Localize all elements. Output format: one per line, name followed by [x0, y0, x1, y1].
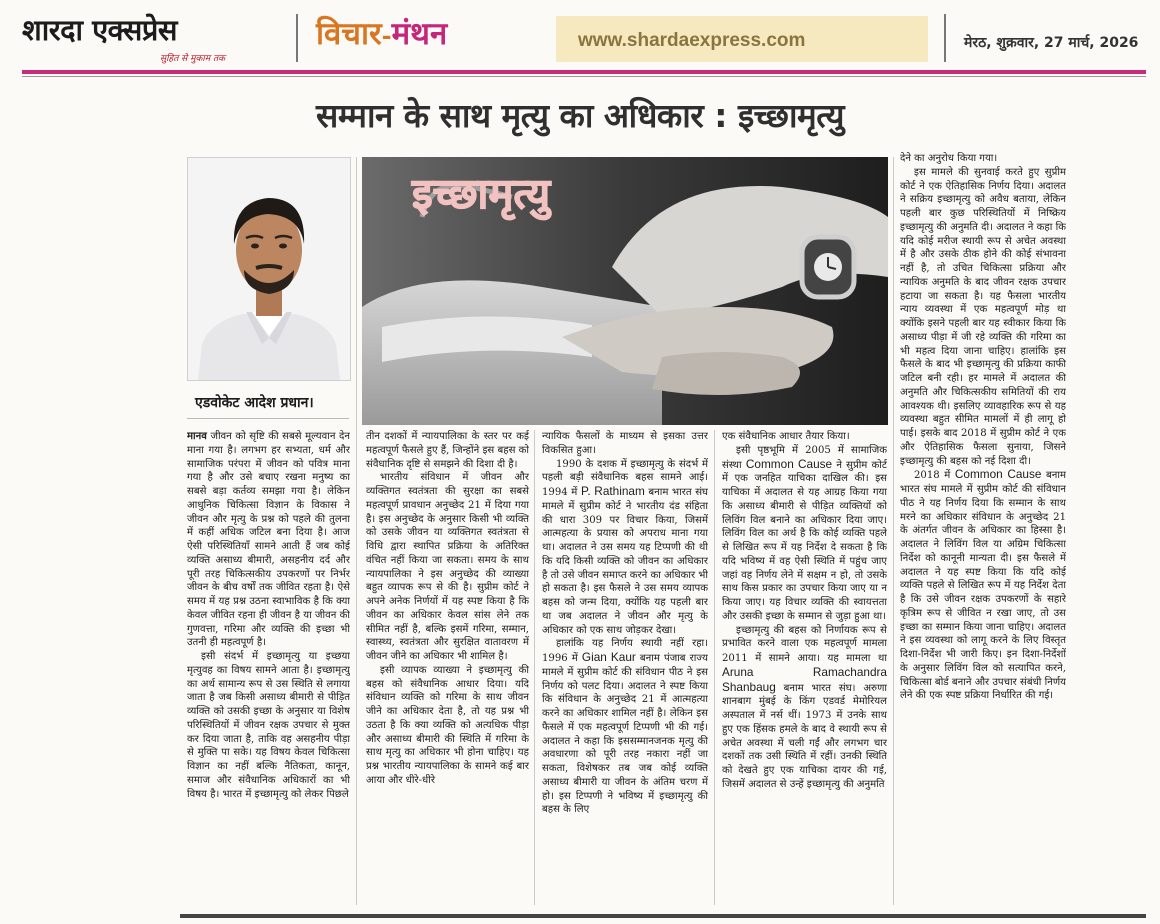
- column-rule: [356, 157, 357, 905]
- article-column-3: [542, 430, 708, 908]
- page-bottom-rule: [180, 914, 1146, 918]
- paragraph: [722, 444, 887, 624]
- author-byline: एडवोकेट आदेश प्रधान।: [195, 395, 314, 411]
- masthead-divider-2: [944, 14, 946, 62]
- paragraph-text: हालांकि यह निर्णय स्थायी नहीं रहा। 1996 में: [542, 638, 708, 664]
- article-column-1: [187, 430, 350, 908]
- paragraph-text: इसी पृष्ठभूमि में 2005 में सामाजिक संस्था: [722, 444, 887, 471]
- paragraph: इस मामले की सुनवाई करते हुए सुप्रीम कोर्ट ने एक ऐतिहासिक निर्णय दिया। अदालत ने सक्रिय इच्छामृत्यु को अवैध बताया, लेकिन पहली बार कुछ परिस्थितियों में निष्क्रिय इच्छामृत्यु की अनुमति दी। अदालत ने कहा कि यदि कोई मरीज स्थायी रूप से अचेत अवस्था में है और उसके ठीक होने की कोई संभावना नहीं है, तो उचित चिकित्सा प्रक्रिया और न्यायिक अनुमति के बाद जीवन रक्षक उपचार हटाया जा सकता है। यह फैसला भारतीय न्याय व्यवस्था में एक महत्वपूर्ण मोड़ था क्योंकि इसने पहली बार यह स्वीकार किया कि असाध्य पीड़ा में जी रहे व्यक्ति की गरिमा का भी महत्व दिया जाना चाहिए। हालांकि इस फैसले के बाद भी इच्छामृत्यु की प्रक्रिया काफी जटिल बनी रही। हर मामले में अदालत की अनुमति और चिकित्सकीय समितियों की राय आवश्यक थी। इसलिए व्यावहारिक रूप से यह व्यवस्था बहुत सीमित मामलों में ही लागू हो पाई। इसके बाद 2018 में सुप्रीम कोर्ट ने एक और ऐतिहासिक फैसला सुनाया, जिसने इच्छामृत्यु की बहस को नई दिशा दी।: [900, 166, 1066, 467]
- paragraph: एक संवैधानिक आधार तैयार किया।: [722, 431, 850, 442]
- paragraph: देने का अनुरोध किया गया।: [900, 153, 998, 164]
- paragraph: [542, 458, 708, 638]
- case-name: Gian Kaur: [577, 650, 636, 664]
- paragraph-text: जीवन को सृष्टि की सबसे मूल्यवान देन माना गया है। लगभग हर सभ्यता, धर्म और सामाजिक परंपरा में जीवन को पवित्र माना गया है और उसे बचाए रखना मनुष्य का सबसे बड़ा कर्तव्य समझा गया है। लेकिन आधुनिक चिकित्सा विज्ञान के विकास ने जीवन और मृत्यु के प्रश्न को पहले की तुलना में कहीं अधिक जटिल बना दिया है। आज ऐसी परिस्थितियाँ सामने आती हैं जब कोई व्यक्ति असाध्य बीमारी, असहनीय दर्द और पूरी तरह चिकित्सकीय उपकरणों पर निर्भर जीवन के बीच वर्षों तक जीवित रहता है। ऐसे समय में यह प्रश्न उठना स्वाभाविक है कि क्या केवल जीवित रहना ही जीवन है या जीवन की गुणवत्ता, गरिमा और व्यक्ति की इच्छा भी उतनी ही महत्वपूर्ण है।: [187, 431, 350, 649]
- article-column-4: [722, 430, 887, 908]
- paragraph-text: 2018 में: [914, 470, 951, 482]
- paragraph: [722, 624, 887, 792]
- article-column-5: [900, 152, 1066, 908]
- paragraph: [542, 637, 708, 817]
- paragraph-text: ने सुप्रीम कोर्ट में एक जनहित याचिका दाखिल की। इस याचिका में अदालत से यह आग्रह किया गया कि असाध्य बीमारी से पीड़ित व्यक्तियों को लिविंग विल बनाने का अधिकार दिया जाए। लिविंग विल का अर्थ है कि कोई व्यक्ति पहले से लिखित रूप में यह निर्देश दे सकता है कि यदि भविष्य में वह ऐसी स्थिति में पहुंच जाए जहां वह निर्णय लेने में सक्षम न हो, तो उसके साथ किस प्रकार का उपचार किया जाए या न किया जाए। यह विचार व्यक्ति की स्वायत्तता और उसकी इच्छा के सम्मान से जुड़ा हुआ था।: [722, 459, 887, 622]
- paragraph: इसी व्यापक व्याख्या ने इच्छामृत्यु की बहस को संवैधानिक आधार दिया। यदि संविधान व्यक्ति को गरिमा के साथ जीवन जीने का अधिकार देता है, तो यह प्रश्न भी उठता है कि क्या व्यक्ति को अत्यधिक पीड़ा और असाध्य बीमारी की स्थिति में गरिमा के साथ मृत्यु का अधिकार भी होना चाहिए। यह प्रश्न भारतीय न्यायपालिका के सामने कई बार आया और धीरे-धीरे: [366, 664, 529, 786]
- masthead-rule-thin: [22, 76, 1146, 77]
- article-headline: सम्मान के साथ मृत्यु का अधिकार : इच्छामृत्यु: [316, 96, 844, 135]
- paragraph-text: 1990 के दशक में इच्छामृत्यु के संदर्भ में पहली बड़ी संवैधानिक बहस सामने आई। 1994 में: [542, 458, 708, 498]
- masthead-rule: [22, 70, 1146, 74]
- newspaper-brand: शारदा एक्सप्रेस: [22, 13, 177, 47]
- paragraph: [900, 468, 1066, 703]
- section-title: [316, 12, 447, 54]
- dateline: मेरठ, शुक्रवार, 27 मार्च, 2026: [964, 35, 1139, 51]
- paragraph: भारतीय संविधान में जीवन और व्यक्तिगत स्वतंत्रता की सुरक्षा का सबसे महत्वपूर्ण प्रावधान अनुच्छेद 21 में दिया गया है। इस अनुच्छेद के अनुसार किसी भी व्यक्ति को उसके जीवन या व्यक्तिगत स्वतंत्रता से विधि द्वारा स्थापित प्रक्रिया के अतिरिक्त वंचित नहीं किया जा सकता। समय के साथ न्यायपालिका ने इस अनुच्छेद की व्याख्या बहुत व्यापक रूप से की है। सुप्रीम कोर्ट ने अपने अनेक निर्णयों में यह स्पष्ट किया है कि जीवन का अधिकार केवल सांस लेने तक सीमित नहीं है, बल्कि इसमें गरिमा, सम्मान, स्वास्थ्य, स्वतंत्रता और सुरक्षित वातावरण में जीवन जीने का अधिकार भी शामिल है।: [366, 472, 529, 662]
- paragraph: इसी संदर्भ में इच्छामृत्यु या इच्छया मृत्युवह का विषय सामने आता है। इच्छामृत्यु का अर्थ सामान्य रूप से उस स्थिति से लगाया जाता है जब किसी असाध्य बीमारी से पीड़ित व्यक्ति को उसकी इच्छा के अनुसार या विशेष परिस्थितियों में जीवन रक्षक उपचार से मुक्त कर दिया जाता है, ताकि वह असहनीय पीड़ा से मुक्ति पा सके। यह विषय केवल चिकित्सा विज्ञान का नहीं बल्कि नैतिकता, कानून, समाज और संवैधानिक अधिकारों का भी विषय है। भारत में इच्छामृत्यु को लेकर पिछले: [187, 651, 350, 800]
- case-name: Aruna Ramachandra Shanbaug: [722, 664, 887, 694]
- lead-word: मानव: [187, 431, 207, 442]
- website-link[interactable]: www.shardaexpress.com: [578, 30, 806, 51]
- author-photo: [187, 157, 351, 381]
- author-portrait-icon: [188, 158, 350, 380]
- column-rule: [534, 430, 535, 905]
- case-name: Common Cause: [950, 467, 1042, 482]
- paragraph-text: बनाम भारत संघ। अरुणा शानबाग मुंबई के किंग एडवर्ड मेमोरियल अस्पताल में नर्स थीं। 1973 में उनके साथ हुए एक हिंसक हमले के बाद वे स्थायी रूप से अचेत अवस्था में चली गईं और लगभग चार दशकों तक उसी स्थिति में रहीं। उनकी स्थिति को देखते हुए एक याचिका दायर की गई, जिसमें अदालत से उन्हें इच्छामृत्यु की अनुमति: [722, 682, 887, 790]
- masthead-divider: [296, 14, 298, 62]
- case-name: P. Rathinam: [577, 484, 645, 498]
- paragraph-text: इच्छामृत्यु की बहस को निर्णायक रूप से प्रभावित करने वाला एक महत्वपूर्ण मामला 2011 में सामने आया। यह मामला था: [722, 624, 887, 664]
- section-title-separator: -: [381, 21, 392, 50]
- section-title-part-b: मंथन: [391, 16, 448, 52]
- column-rule: [893, 157, 894, 905]
- paragraph-text: बनाम भारत संघ मामले में सुप्रीम कोर्ट की संविधान पीठ ने यह निर्णय दिया कि सम्मान के साथ मरने का अधिकार संविधान के अनुच्छेद 21 के अंतर्गत जीवन के अधिकार का हिस्सा है। अदालत ने लिविंग विल या अग्रिम चिकित्सा निर्देश को कानूनी मान्यता दी। इस फैसले में अदालत ने यह स्पष्ट किया कि यदि कोई व्यक्ति पहले से लिखित रूप में यह निर्देश देता है कि उसे जीवन रक्षक उपकरणों के सहारे कृत्रिम रूप से जीवित न रखा जाए, तो उस इच्छा का सम्मान किया जाना चाहिए। अदालत ने इस व्यवस्था को लागू करने के लिए विस्तृत दिशा-निर्देश भी जारी किए। इन दिशा-निर्देशों के अनुसार लिविंग विल को सत्यापित करने, चिकित्सा बोर्ड बनाने और उपचार संबंधी निर्णय लेने की एक स्पष्ट प्रक्रिया निर्धारित की गई।: [900, 470, 1066, 702]
- brand-tagline: सुहित से मुकाम तक: [160, 54, 226, 64]
- case-name: Common Cause: [741, 456, 833, 471]
- column-rule: [714, 430, 715, 905]
- paragraph: [187, 430, 350, 650]
- paragraph: न्यायिक फैसलों के माध्यम से इसका उत्तर विकसित हुआ।: [542, 431, 708, 456]
- article-column-2: [366, 430, 529, 908]
- paragraph: तीन दशकों में न्यायपालिका के स्तर पर कई महत्वपूर्ण फैसले हुए हैं, जिन्होंने इस बहस को संवैधानिक दृष्टि से समझने की दिशा दी है।: [366, 431, 529, 470]
- section-title-part-a: विचार: [316, 16, 382, 52]
- paragraph-text: बनाम भारत संघ मामले में सुप्रीम कोर्ट ने भारतीय दंड संहिता की धारा 309 पर विचार किया, जिसमें आत्महत्या के प्रयास को अपराध माना गया था। अदालत ने उस समय यह टिप्पणी की थी कि यदि किसी व्यक्ति को जीवन का अधिकार है तो उसे जीवन समाप्त करने का अधिकार भी हो सकता है। इस फैसले ने उस समय व्यापक बहस को जन्म दिया, क्योंकि यह पहली बार था जब अदालत ने जीवन और मृत्यु के अधिकार को एक साथ जोड़कर देखा।: [542, 487, 708, 636]
- paragraph-text: बनाम पंजाब राज्य मामले में सुप्रीम कोर्ट की संविधान पीठ ने इस निर्णय को पलट दिया। अदालत ने स्पष्ट किया कि संविधान के अनुच्छेद 21 में आत्महत्या करने का अधिकार शामिल नहीं है। लेकिन इस फैसले में एक महत्वपूर्ण टिप्पणी भी की गई। अदालत ने कहा कि इससम्मानजनक मृत्यु की अवधारणा को पूरी तरह नकारा नहीं जा सकता, विशेषकर तब जब कोई व्यक्ति असाध्य बीमारी या जीवन के अंतिम चरण में हो। इस टिप्पणी ने भविष्य में इच्छामृत्यु की बहस के लिए: [542, 653, 708, 816]
- feature-image-title: इच्छामृत्यु: [412, 169, 551, 218]
